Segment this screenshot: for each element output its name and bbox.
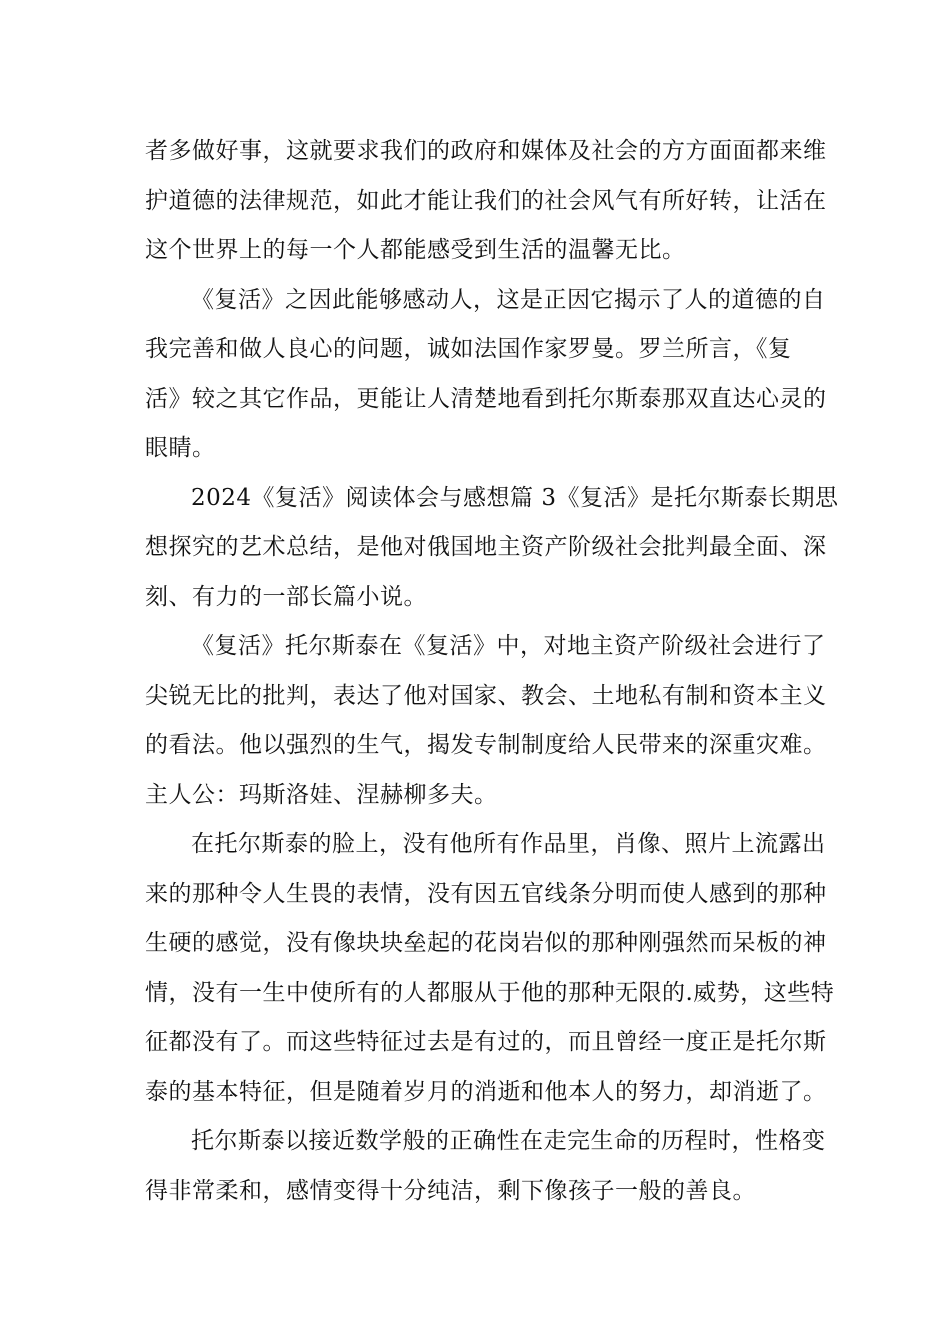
text-line: 泰的基本特征，但是随着岁月的消逝和他本人的努力，却消逝了。 [145, 1078, 827, 1105]
text-line: 活》较之其它作品，更能让人清楚地看到托尔斯泰那双直达心灵的 [145, 385, 827, 412]
text-line: 《复活》托尔斯泰在《复活》中，对地主资产阶级社会进行了 [191, 633, 826, 659]
paragraph [145, 276, 827, 474]
text-line: 者多做好事，这就要求我们的政府和媒体及社会的方方面面都来维 [145, 138, 827, 164]
document-body [145, 127, 839, 1216]
text-line: 征都没有了。而这些特征过去是有过的，而且曾经一度正是托尔斯 [145, 1029, 827, 1055]
text-line: 护道德的法律规范，如此才能让我们的社会风气有所好转，让活在 [145, 187, 827, 214]
text-line: 刻、有力的一部长篇小说。 [145, 583, 427, 610]
paragraph [145, 474, 839, 623]
text-line: 主人公：玛斯洛娃、涅赫柳多夫。 [145, 781, 498, 808]
text-line: 托尔斯泰以接近数学般的正确性在走完生命的历程时，性格变 [191, 1128, 826, 1154]
paragraph [145, 820, 835, 1117]
text-line: 在托尔斯泰的脸上，没有他所有作品里，肖像、照片上流露出 [191, 831, 826, 857]
text-line: 得非常柔和，感情变得十分纯洁，剩下像孩子一般的善良。 [145, 1177, 756, 1204]
text-line: 2024《复活》阅读体会与感想篇 3《复活》是托尔斯泰长期思 [191, 484, 839, 511]
text-line: 《复活》之因此能够感动人，这是正因它揭示了人的道德的自 [191, 286, 826, 313]
text-line: 来的那种令人生畏的表情，没有因五官线条分明而使人感到的那种 [145, 880, 827, 907]
paragraph [145, 622, 827, 820]
text-line: 情，没有一生中使所有的人都服从于他的那种无限的.威势，这些特 [145, 979, 835, 1006]
text-line: 尖锐无比的批判，表达了他对国家、教会、土地私有制和资本主义 [145, 682, 827, 709]
text-line: 这个世界上的每一个人都能感受到生活的温馨无比。 [145, 237, 686, 263]
paragraph [145, 1117, 826, 1216]
text-line: 眼睛。 [145, 435, 216, 461]
text-line: 生硬的感觉，没有像块块垒起的花岗岩似的那种刚强然而呆板的神 [145, 930, 827, 956]
text-line: 的看法。他以强烈的生气，揭发专制制度给人民带来的深重灾难。 [145, 732, 827, 758]
paragraph [145, 127, 827, 276]
text-line: 我完善和做人良心的问题，诚如法国作家罗曼。罗兰所言，《复 [145, 336, 792, 362]
text-line: 想探究的艺术总结，是他对俄国地主资产阶级社会批判最全面、深 [145, 534, 827, 560]
